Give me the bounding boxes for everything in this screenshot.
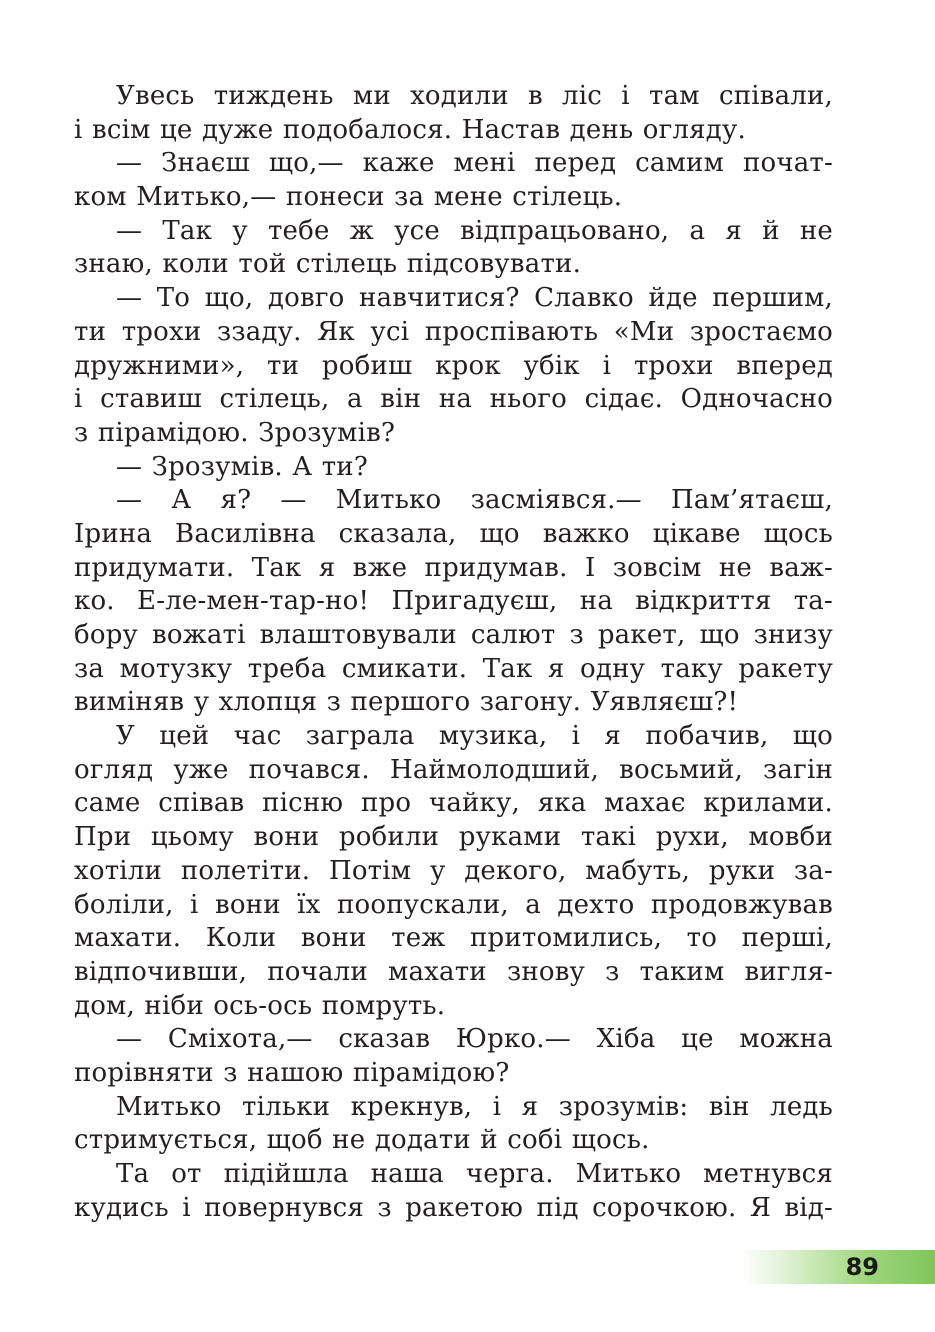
text-line: — Сміхота,— сказав Юрко.— Хіба це можна	[116, 1024, 833, 1055]
text-line: ко. Е-ле-мен-тар-но! Пригадуєш, на відкриття та-	[74, 586, 833, 617]
text-line: — То що, довго навчитися? Славко йде першим,	[116, 283, 833, 314]
page-number-tab	[742, 1250, 935, 1284]
body-text	[74, 80, 833, 1225]
text-line: дружними», ти робиш крок убік і трохи вперед	[74, 350, 833, 381]
text-line: — А я? — Митько засміявся.— Пам’ятаєш,	[116, 485, 833, 516]
text-line: дом, ніби ось-ось помруть.	[74, 990, 446, 1021]
text-line: виміняв у хлопця з першого загону. Уявляєш?!	[74, 687, 739, 718]
text-line: придумати. Так я вже придумав. І зовсім не важ-	[74, 552, 833, 583]
text-line: огляд уже почався. Наймолодший, восьмий, загін	[74, 754, 833, 785]
text-line: відпочивши, почали махати знову з таким вигля-	[74, 956, 833, 987]
text-line: хотіли полетіти. Потім у декого, мабуть, руки за-	[74, 855, 833, 886]
text-line: Митько тільки крекнув, і я зрозумів: він ледь	[116, 1091, 833, 1122]
text-line: знаю, коли той стілець підсовувати.	[74, 249, 582, 280]
text-line: ком Митько,— понеси за мене стілець.	[74, 182, 623, 213]
text-line: ти трохи ззаду. Як усі проспівають «Ми зростаємо	[74, 316, 833, 347]
text-line: махати. Коли вони теж притомились, то перші,	[74, 923, 833, 954]
text-line: порівняти з нашою пірамідою?	[74, 1057, 510, 1088]
text-line: — Зрозумів. А ти?	[116, 451, 368, 482]
text-line: за мотузку треба смикати. Так я одну таку ракету	[74, 653, 833, 684]
text-line: саме співав пісню про чайку, яка махає крилами.	[74, 788, 833, 819]
page-number: 89	[845, 1253, 879, 1281]
text-line: боліли, і вони їх поопускали, а дехто продовжував	[74, 889, 833, 920]
text-line: кудись і повернувся з ракетою під сорочкою. Я від-	[74, 1192, 833, 1223]
text-line: з пірамідою. Зрозумів?	[74, 417, 396, 448]
text-line: Ірина Василівна сказала, що важко цікаве щось	[74, 518, 833, 549]
text-line: Увесь тиждень ми ходили в ліс і там співали,	[116, 81, 833, 111]
text-line: — Так у тебе ж усе відпрацьовано, а я й не	[116, 215, 833, 246]
text-line: При цьому вони робили руками такі рухи, мовби	[74, 822, 833, 853]
text-line: і всім це дуже подобалося. Настав день огляду.	[74, 114, 746, 145]
text-line: і ставиш стілець, а він на нього сідає. Одночасно	[74, 384, 833, 415]
text-line: бору вожаті влаштовували салют з ракет, що знизу	[74, 620, 833, 650]
text-line: Та от підійшла наша черга. Митько метнувся	[116, 1159, 833, 1189]
text-line: стримується, щоб не додати й собі щось.	[74, 1125, 650, 1156]
text-line: — Знаєш що,— каже мені перед самим почат-	[116, 148, 833, 179]
text-line: У цей час заграла музика, і я побачив, що	[116, 721, 833, 752]
